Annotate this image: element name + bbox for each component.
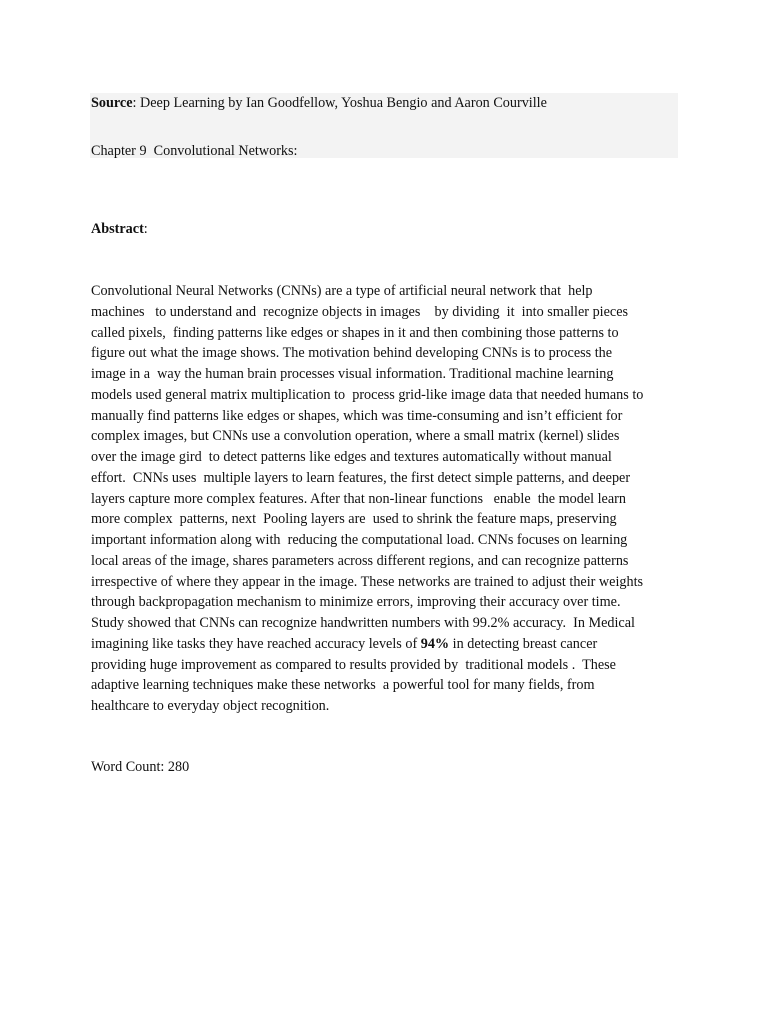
abstract-line: complex images, but CNNs use a convolution operation, where a small matrix (kernel) slides <box>91 428 620 445</box>
abstract-line: layers capture more complex features. After that non-linear functions enable the model learn <box>91 490 626 507</box>
abstract-line: figure out what the image shows. The motivation behind developing CNNs is to process the <box>91 345 613 362</box>
abstract-line: effort. CNNs uses multiple layers to learn features, the first detect simple patterns, and deeper <box>91 469 631 486</box>
source-citation <box>91 93 547 113</box>
abstract-line-accuracy <box>91 634 691 655</box>
accuracy-highlight: 94% <box>420 635 450 652</box>
abstract-body <box>91 281 691 717</box>
abstract-line: more complex patterns, next Pooling layers are used to shrink the feature maps, preserving <box>91 511 617 528</box>
abstract-line: over the image gird to detect patterns like edges and textures automatically without manual <box>91 449 612 465</box>
abstract-colon: : <box>143 221 148 237</box>
abstract-line: healthcare to everyday object recognition. <box>91 698 330 714</box>
abstract-label: Abstract <box>91 221 144 237</box>
source-text: Deep Learning by Ian Goodfellow, Yoshua Bengio and Aaron Courville <box>136 95 547 111</box>
abstract-line: models used general matrix multiplication to process grid-like image data that needed humans to <box>91 386 644 403</box>
abstract-line: local areas of the image, shares parameters across different regions, and can recognize patterns <box>91 552 629 569</box>
abstract-line: image in a way the human brain processes visual information. Traditional machine learning <box>91 366 614 382</box>
abstract-line-accuracy-start: imagining like tasks they have reached accuracy levels of <box>91 635 421 652</box>
chapter-title: Chapter 9 Convolutional Networks: <box>91 143 298 159</box>
abstract-line-accuracy-end: in detecting breast cancer <box>449 635 598 652</box>
abstract-line: adaptive learning techniques make these networks a powerful tool for many fields, from <box>91 677 595 694</box>
word-count: Word Count: 280 <box>91 759 190 775</box>
abstract-line: machines to understand and recognize objects in images by dividing it into smaller pieces <box>91 303 629 320</box>
abstract-line: important information along with reducing the computational load. CNNs focuses on learning <box>91 532 628 548</box>
abstract-line: called pixels, finding patterns like edges or shapes in it and then combining those patterns to <box>91 324 619 341</box>
abstract-line: Study showed that CNNs can recognize handwritten numbers with 99.2% accuracy. In Medical <box>91 615 635 631</box>
abstract-line: irrespective of where they appear in the image. These networks are trained to adjust their weights <box>91 573 644 590</box>
abstract-line: manually find patterns like edges or shapes, which was time-consuming and isn’t efficient for <box>91 407 623 424</box>
abstract-line: providing huge improvement as compared to results provided by traditional models . These <box>91 656 616 673</box>
source-label: Source <box>91 95 133 111</box>
abstract-line: through backpropagation mechanism to minimize errors, improving their accuracy over time. <box>91 594 621 611</box>
abstract-line: Convolutional Neural Networks (CNNs) are a type of artificial neural network that help <box>91 283 593 299</box>
source-colon: : <box>132 95 137 111</box>
abstract-heading <box>91 219 148 239</box>
